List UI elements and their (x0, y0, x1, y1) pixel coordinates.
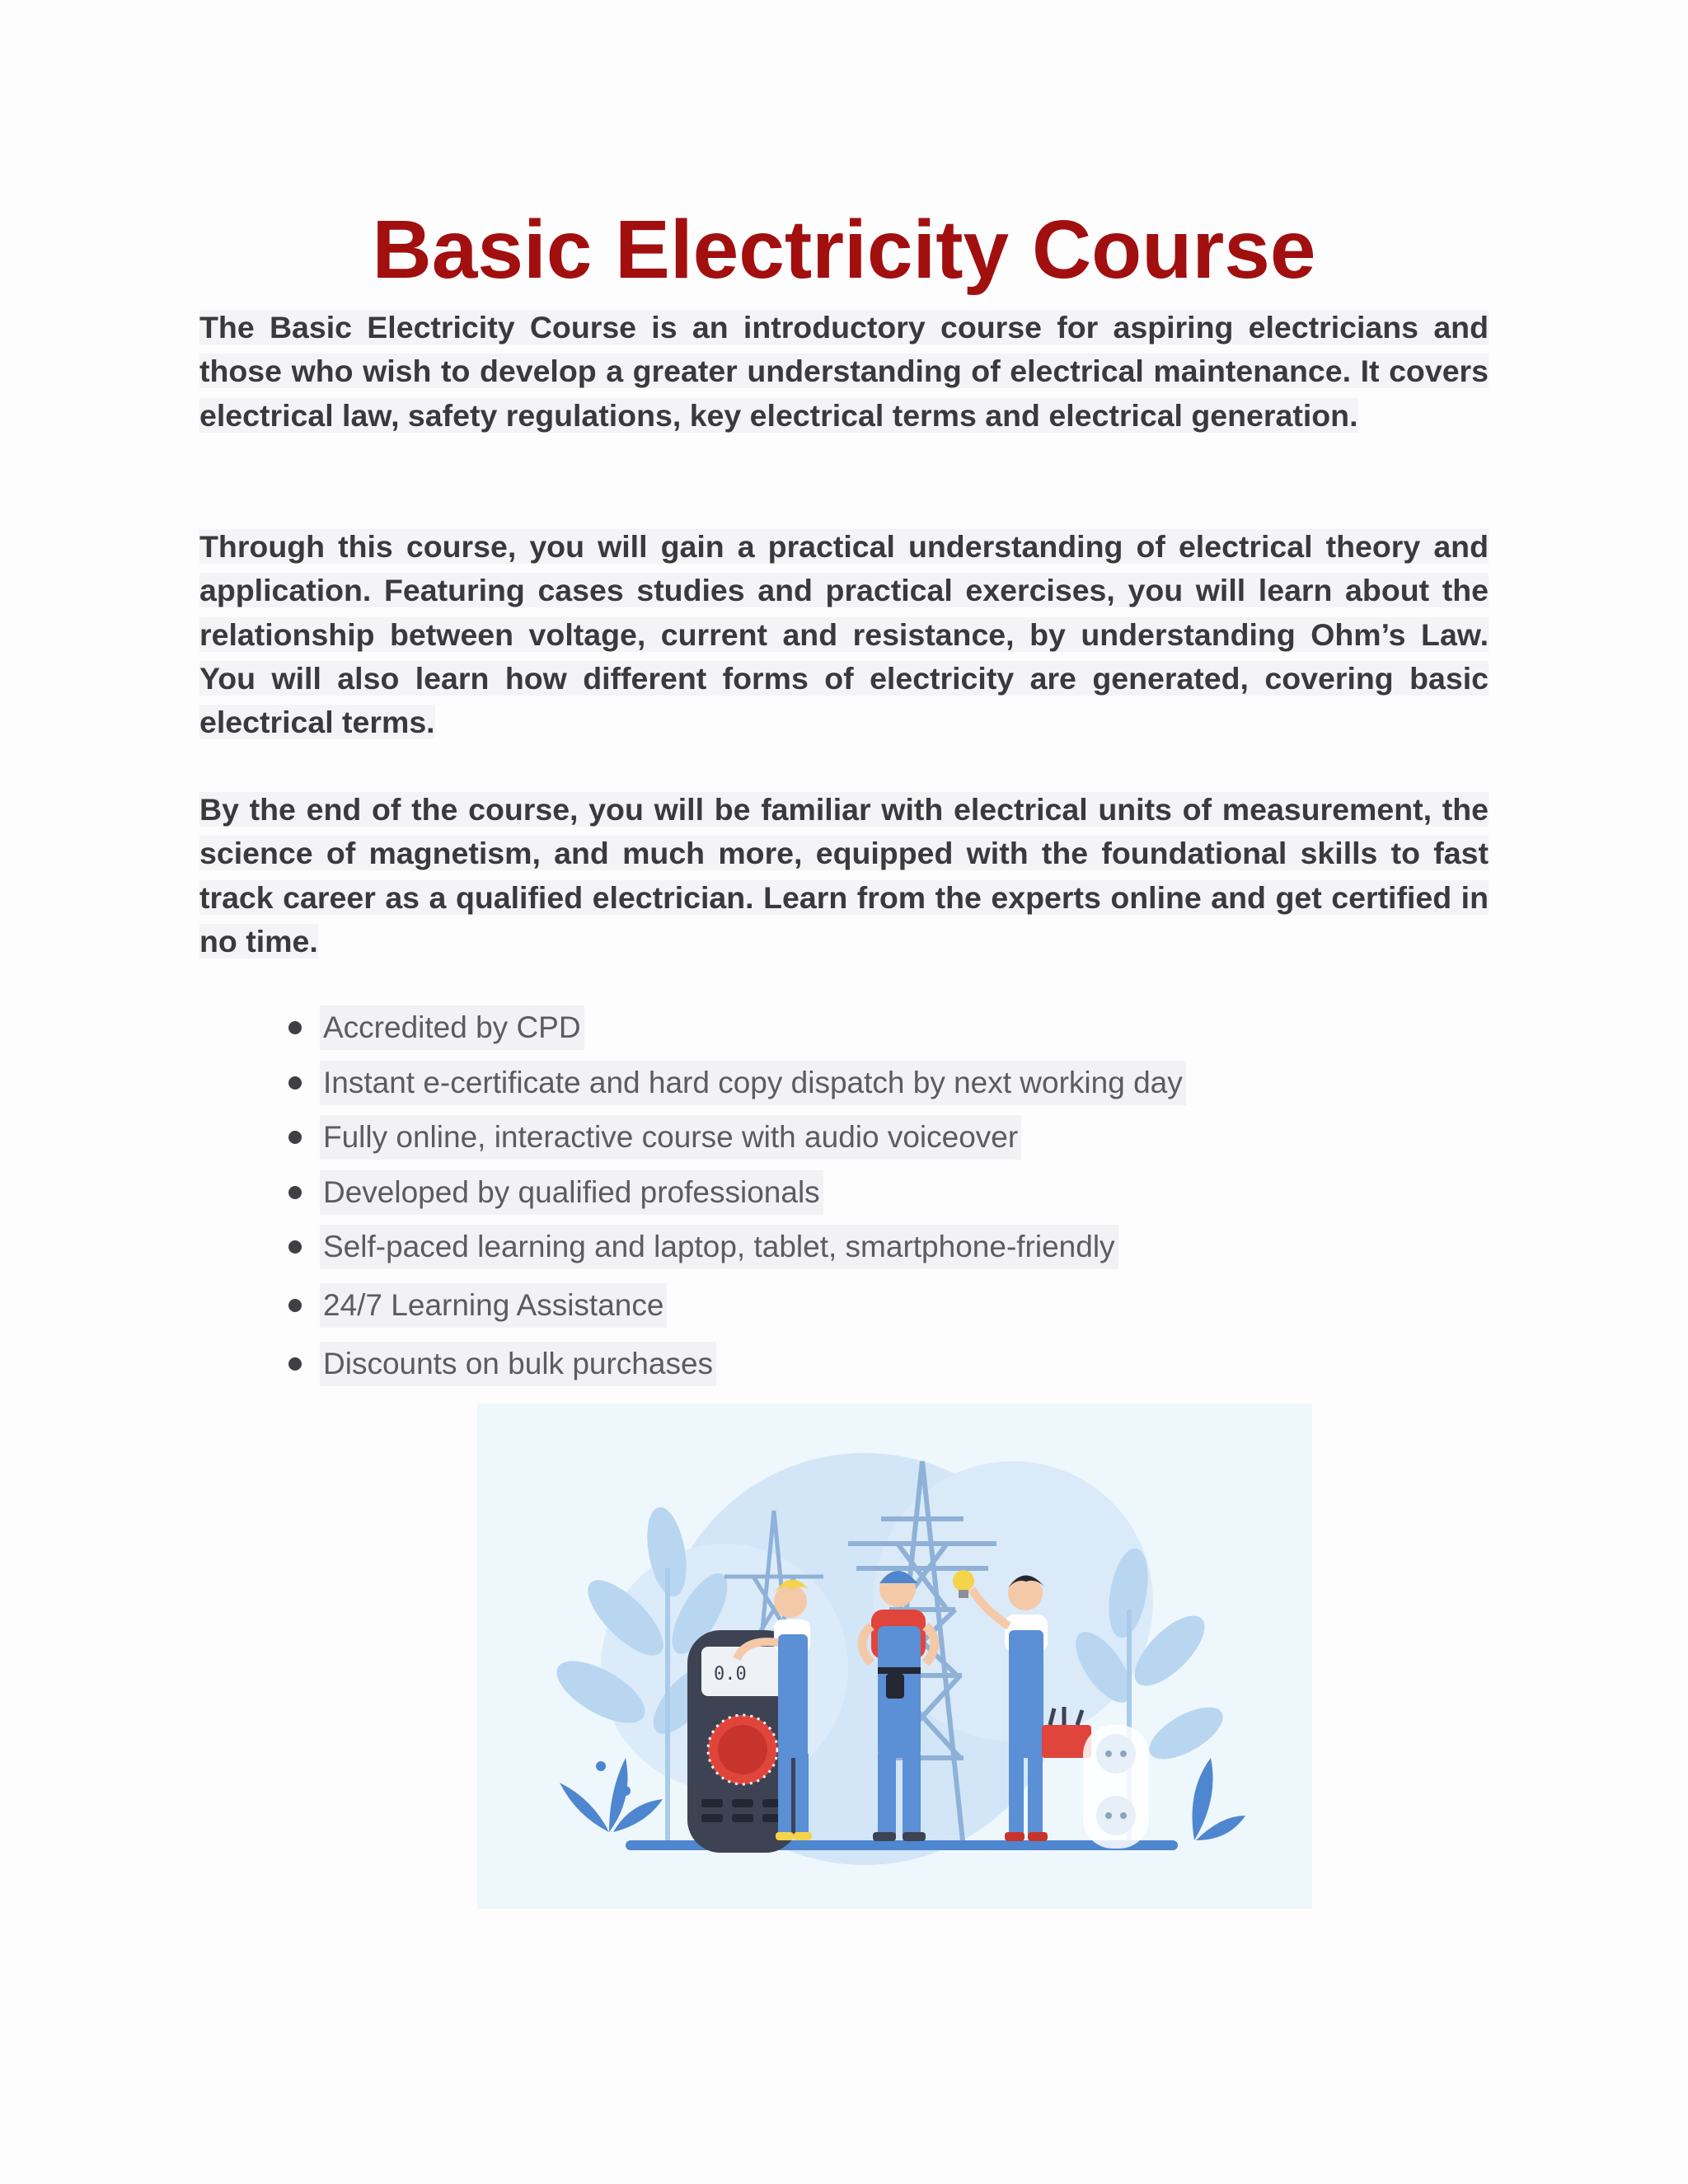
bullet-icon (288, 1299, 302, 1312)
bullet-icon (288, 1021, 302, 1034)
outcome-paragraph-text: By the end of the course, you will be familiar with electrical units of measurement, the science of magnetism, and much more, equipped with the foundational skills to fast track career as a qualified electrician. Learn from the experts online and get certified in no time. (199, 792, 1489, 958)
bullet-icon (288, 1076, 302, 1090)
list-item (288, 1283, 1360, 1328)
list-item (288, 1170, 1360, 1215)
list-item (288, 1005, 1360, 1050)
multimeter-display: 0.0 (714, 1664, 747, 1685)
list-item (288, 1225, 1360, 1269)
bullet-icon (288, 1240, 302, 1254)
feature-text: Discounts on bulk purchases (320, 1342, 716, 1386)
intro-paragraph (199, 306, 1489, 438)
bullet-icon (288, 1131, 302, 1144)
bullet-icon (288, 1186, 302, 1199)
feature-text: Self-paced learning and laptop, tablet, smartphone-friendly (320, 1225, 1118, 1269)
feature-text: Instant e-certificate and hard copy dispatch by next working day (320, 1061, 1186, 1105)
electricians-illustration (477, 1404, 1312, 1909)
page-title: Basic Electricity Course (372, 204, 1316, 296)
feature-text: Fully online, interactive course with audio voiceover (320, 1115, 1021, 1160)
feature-text: Accredited by CPD (320, 1005, 584, 1050)
list-item (288, 1061, 1360, 1105)
feature-text: Developed by qualified professionals (320, 1170, 823, 1215)
plant-icon (560, 1758, 663, 1832)
learning-paragraph-text: Through this course, you will gain a practical understanding of electrical theory and application. Featuring cases studies and practical exercises, you will learn about the relationship between voltage, current and resistance, by understanding Ohm’s Law. You will also learn how different forms of electricity are generated, covering basic electrical terms. (199, 529, 1489, 740)
bullet-icon (288, 1357, 302, 1371)
learning-paragraph (199, 525, 1489, 744)
plant-icon (1193, 1758, 1246, 1840)
feature-list (288, 1005, 1360, 1397)
list-item (288, 1342, 1360, 1386)
outcome-paragraph (199, 788, 1489, 963)
power-socket-icon (1083, 1725, 1149, 1849)
list-item (288, 1115, 1360, 1160)
intro-paragraph-text: The Basic Electricity Course is an introductory course for aspiring electricians and those who wish to develop a greater understanding of electrical maintenance. It covers electrical law, safety regulations, key electrical terms and electrical generation. (199, 310, 1489, 433)
feature-text: 24/7 Learning Assistance (320, 1283, 667, 1328)
